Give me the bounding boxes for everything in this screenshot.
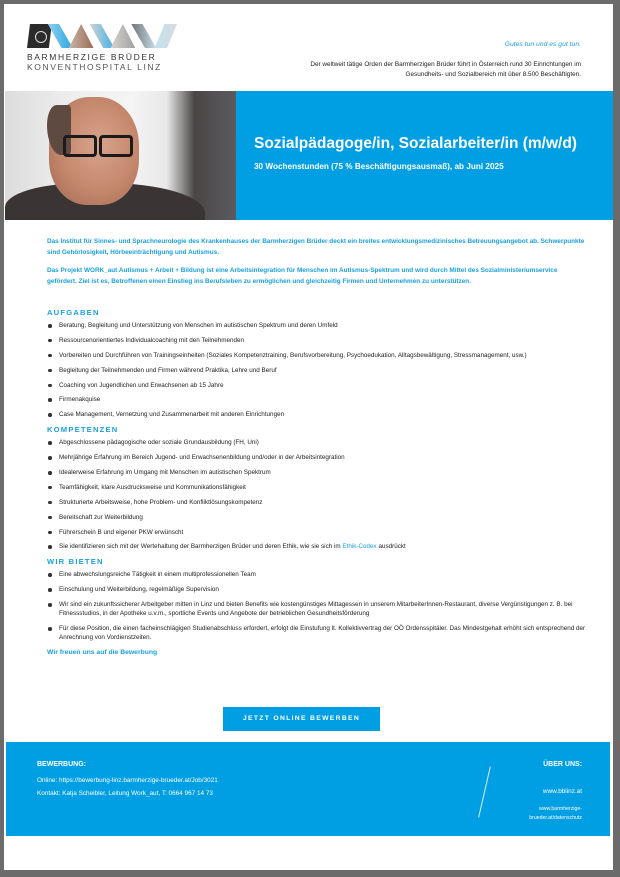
list-item: Abgeschlossene pädagogische oder soziale Grundausbildung (FH, Uni)	[47, 438, 587, 447]
slogan: Gutes tun und es gut tun.	[504, 41, 581, 48]
list-item: Idealerweise Erfahrung im Umgang mit Menschen im autistischen Spektrum	[47, 468, 587, 477]
list-item: Vorbereiten und Durchführen von Trainingseinheiten (Soziales Kompetenztraining, Berufsvorbereitung, Psychoedukation, Alltagsbewältigung, Stressmanagement, usw.)	[47, 351, 587, 360]
list-item: Beratung, Begleitung und Unterstützung von Menschen im autistischen Spektrum und deren Umfeld	[47, 321, 587, 330]
list-item: Bereitschaft zur Weiterbildung	[47, 513, 587, 522]
list-item: Teamfähigkeit, klare Ausdrucksweise und Kommunikationsfähigkeit	[47, 483, 587, 492]
logo-text-line2: KONVENTHOSPITAL LINZ	[27, 62, 162, 72]
list-item: Mehrjährige Erfahrung im Bereich Jugend- und Erwachsenenbildung und/oder in der Arbeitsintegration	[47, 453, 587, 462]
section-title-aufgaben: AUFGABEN	[47, 308, 100, 317]
section-title-kompetenzen: KOMPETENZEN	[47, 425, 119, 435]
about-heading: ÜBER UNS:	[543, 761, 582, 768]
logo-text-line1: BARMHERZIGE BRÜDER	[27, 52, 157, 62]
list-item: Case Management, Vernetzung und Zusammenarbeit mit anderen Einrichtungen	[47, 410, 587, 419]
website-link[interactable]: www.bblinz.at	[542, 788, 582, 795]
job-title: Sozialpädagoge/in, Sozialarbeiter/in (m/w/d)	[254, 135, 577, 152]
glasses-icon	[63, 135, 97, 157]
list-item: Strukturierte Arbeitsweise, hohe Problem- und Konfliktlösungskompetenz	[47, 498, 587, 507]
institute-intro: Das Institut für Sinnes- und Sprachneurologie des Krankenhauses der Barmherzigen Brüder deckt ein breites entwicklungsmedizinisches Betreuungsangebot ab. Schwerpunkte sind Gehörlosigkeit, Hörbeeinträchtigung und Autismus.	[47, 238, 585, 256]
job-subtitle: 30 Wochenstunden (75 % Beschäftigungsausmaß), ab Juni 2025	[254, 162, 504, 171]
aufgaben-list	[47, 321, 587, 420]
section-title-wir-bieten: WIR BIETEN	[47, 557, 104, 567]
application-contact: Kontakt: Katja Scheibler, Leitung Work_aut, T: 0664 967 14 73	[37, 790, 213, 797]
logo-mark-icon	[27, 24, 177, 48]
privacy-link[interactable]: www.barmherzige- brueder.at/datenschutz	[529, 806, 582, 821]
list-item: Eine abwechslungsreiche Tätigkeit in einem multiprofessionellen Team	[47, 570, 587, 579]
hero-banner	[4, 91, 613, 220]
footer-divider	[478, 767, 491, 818]
application-heading: BEWERBUNG:	[37, 761, 86, 768]
list-item: Ressourcenorientiertes Individualcoaching mit den Teilnehmenden	[47, 336, 587, 345]
job-description	[47, 237, 587, 656]
list-item: Coaching von Jugendlichen und Erwachsenen ab 15 Jahre	[47, 381, 587, 390]
list-item: Begleitung der Teilnehmenden und Firmen während Praktika, Lehre und Beruf	[47, 366, 587, 375]
footer	[6, 742, 610, 836]
order-intro-text: Der weltweit tätige Orden der Barmherzigen Brüder führt in Österreich rund 30 Einrichtungen im Gesundheits- und Sozialbereich mit über 8.500 Beschäftigten.	[310, 61, 581, 78]
job-title-box	[236, 91, 613, 220]
closing-text: Wir freuen uns auf die Bewerbung	[47, 648, 158, 656]
kompetenzen-list	[47, 438, 587, 551]
list-item: Für diese Position, die einen facheinschlägigen Studienabschluss erfordert, erfolgt die Einstufung lt. Kollektivvertrag der OÖ Ordensspitäler. Das Mindestgehalt erhöht sich entsprechend der Anrechnung von Vordienstzeiten.	[47, 624, 587, 642]
list-item: Wir sind ein zukunftssicherer Arbeitgeber mitten in Linz und bieten Benefits wie kostengünstiges Mittagessen in unserem MitarbeiterInnen-Restaurant, diverse Vergünstigungen z. B. bei Fitnessstudios, in der Apotheke u.v.m., sportliche Events und Angebote der betrieblichen Gesundheitsförderung	[47, 600, 587, 618]
ethik-codex-link[interactable]: Ethik-Codex	[342, 543, 377, 551]
project-intro: Das Projekt WORK_aut Autismus + Arbeit + Bildung ist eine Arbeitsintegration für Menschen im Autismus-Spektrum und wird durch Mittel des Sozialministeriumservice gefördert. Ziel ist es, Betroffenen einen Einstieg ins Berufsleben zu ermöglichen und gleichzeitig Firmen und Unternehmen zu unterstützen.	[47, 267, 558, 285]
application-online-link[interactable]: Online: https://bewerbung-linz.barmherzige-brueder.at/Job/3021	[37, 777, 218, 784]
portrait-photo	[5, 91, 236, 220]
brand-logo[interactable]	[27, 24, 177, 72]
job-posting-page	[4, 4, 613, 870]
wir-bieten-list	[47, 570, 587, 642]
list-item: Einschulung und Weiterbildung, regelmäßige Supervision	[47, 585, 587, 594]
list-item: Führerschein B und eigener PKW erwünscht	[47, 528, 587, 537]
pomegranate-emblem-icon	[27, 24, 52, 48]
apply-online-button[interactable]: JETZT ONLINE BEWERBEN	[223, 707, 380, 731]
list-item: Firmenakquise	[47, 395, 587, 404]
list-item: Sie identifizieren sich mit der Wertehaltung der Barmherzigen Brüder und deren Ethik, wie sie sich im Ethik-Codex ausdrückt	[47, 542, 587, 551]
